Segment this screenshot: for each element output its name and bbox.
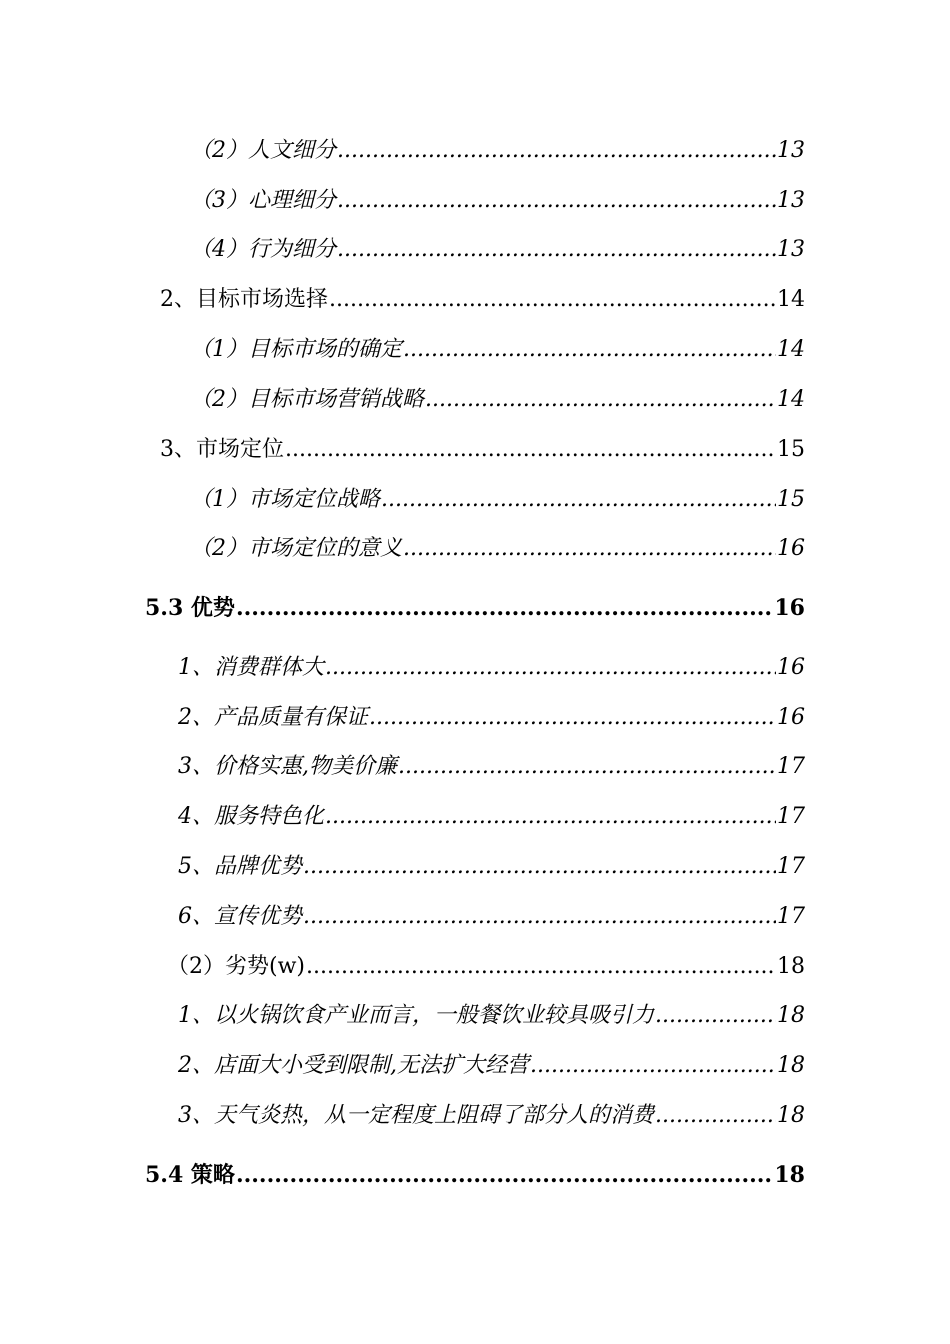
toc-entry[interactable] [178, 653, 805, 683]
toc-leader-dots [530, 1051, 776, 1081]
toc-entry-page: 16 [777, 705, 805, 730]
toc-entry-label: 1、以火锅饮食产业而言，一般餐饮业较具吸引力 [178, 1003, 654, 1028]
toc-leader-dots [655, 1101, 776, 1131]
toc-entry-label: （1）市场定位战略 [190, 487, 380, 512]
toc-leader-dots [285, 435, 776, 465]
toc-entry-page: 17 [777, 904, 805, 929]
toc-entry[interactable] [190, 485, 805, 515]
toc-leader-dots [403, 335, 776, 365]
toc-entry[interactable] [190, 335, 805, 365]
toc-entry-page: 16 [777, 536, 805, 561]
toc-entry-page: 18 [774, 1162, 805, 1188]
toc-entry[interactable] [178, 1051, 805, 1081]
toc-entry-page: 18 [777, 1053, 805, 1078]
toc-entry-label: 4、服务特色化 [178, 804, 324, 829]
toc-entry-label: 3、价格实惠,物美价廉 [178, 754, 397, 779]
toc-leader-dots [425, 385, 776, 415]
toc-entry-label: 6、宣传优势 [178, 904, 302, 929]
toc-entry[interactable] [178, 1101, 805, 1131]
toc-entry[interactable] [178, 752, 805, 782]
toc-entry-page: 13 [777, 237, 805, 262]
toc-entry-label: 5.4 策略 [145, 1162, 235, 1188]
toc-entry-page: 14 [777, 287, 805, 312]
toc-entry-page: 17 [777, 754, 805, 779]
toc-entry-label: （2）市场定位的意义 [190, 536, 402, 561]
toc-entry-page: 18 [777, 954, 805, 979]
toc-entry[interactable] [178, 902, 805, 932]
toc-entry-label: （2）人文细分 [190, 138, 336, 163]
toc-entry[interactable] [190, 385, 805, 415]
toc-section-heading[interactable] [145, 593, 805, 623]
toc-entry[interactable] [190, 136, 805, 166]
toc-entry-page: 17 [777, 854, 805, 879]
toc-entry[interactable] [190, 534, 805, 564]
toc-entry-page: 13 [777, 138, 805, 163]
toc-entry-label: （2）目标市场营销战略 [190, 387, 424, 412]
toc-leader-dots [337, 186, 776, 216]
toc-entry-label: 3、天气炎热，从一定程度上阻碍了部分人的消费 [178, 1103, 654, 1128]
toc-entry-page: 18 [777, 1003, 805, 1028]
toc-leader-dots [303, 902, 776, 932]
toc-leader-dots [398, 752, 776, 782]
toc-leader-dots [303, 852, 776, 882]
toc-leader-dots [337, 136, 776, 166]
toc-entry-label: 5、品牌优势 [178, 854, 302, 879]
toc-entry-label: 1、消费群体大 [178, 655, 324, 680]
toc-entry-page: 15 [777, 487, 805, 512]
toc-entry-label: （2）劣势(w) [167, 954, 305, 979]
toc-leader-dots [381, 485, 776, 515]
toc-entry-label: 5.3 优势 [145, 595, 235, 621]
toc-entry[interactable] [178, 802, 805, 832]
toc-entry-label: （3）心理细分 [190, 188, 336, 213]
toc-leader-dots [306, 952, 776, 982]
toc-entry[interactable] [178, 703, 805, 733]
toc-entry[interactable] [160, 435, 805, 465]
toc-entry[interactable] [190, 235, 805, 265]
toc-entry-label: 2、产品质量有保证 [178, 705, 368, 730]
toc-section-heading[interactable] [145, 1160, 805, 1190]
toc-leader-dots [236, 1160, 773, 1190]
toc-entry-page: 16 [777, 655, 805, 680]
toc-entry-page: 18 [777, 1103, 805, 1128]
toc-entry-label: 2、店面大小受到限制,无法扩大经营 [178, 1053, 529, 1078]
toc-leader-dots [655, 1001, 776, 1031]
toc-leader-dots [329, 285, 776, 315]
toc-entry-page: 13 [777, 188, 805, 213]
toc-leader-dots [325, 653, 776, 683]
toc-entry[interactable] [178, 1001, 805, 1031]
toc-entry-label: 3、市场定位 [160, 437, 284, 462]
toc-leader-dots [236, 593, 773, 623]
toc-entry-label: （1）目标市场的确定 [190, 337, 402, 362]
toc-leader-dots [403, 534, 776, 564]
toc-entry-page: 16 [774, 595, 805, 621]
toc-leader-dots [325, 802, 776, 832]
toc-entry[interactable] [178, 852, 805, 882]
toc-entry-page: 15 [777, 437, 805, 462]
toc-entry[interactable] [167, 952, 805, 982]
toc-entry-label: （4）行为细分 [190, 237, 336, 262]
toc-entry[interactable] [190, 186, 805, 216]
toc-entry[interactable] [160, 285, 805, 315]
toc-entry-page: 14 [777, 387, 805, 412]
toc-leader-dots [369, 703, 776, 733]
toc-entry-page: 14 [777, 337, 805, 362]
toc-entry-label: 2、目标市场选择 [160, 287, 328, 312]
toc-leader-dots [337, 235, 776, 265]
toc-entry-page: 17 [777, 804, 805, 829]
